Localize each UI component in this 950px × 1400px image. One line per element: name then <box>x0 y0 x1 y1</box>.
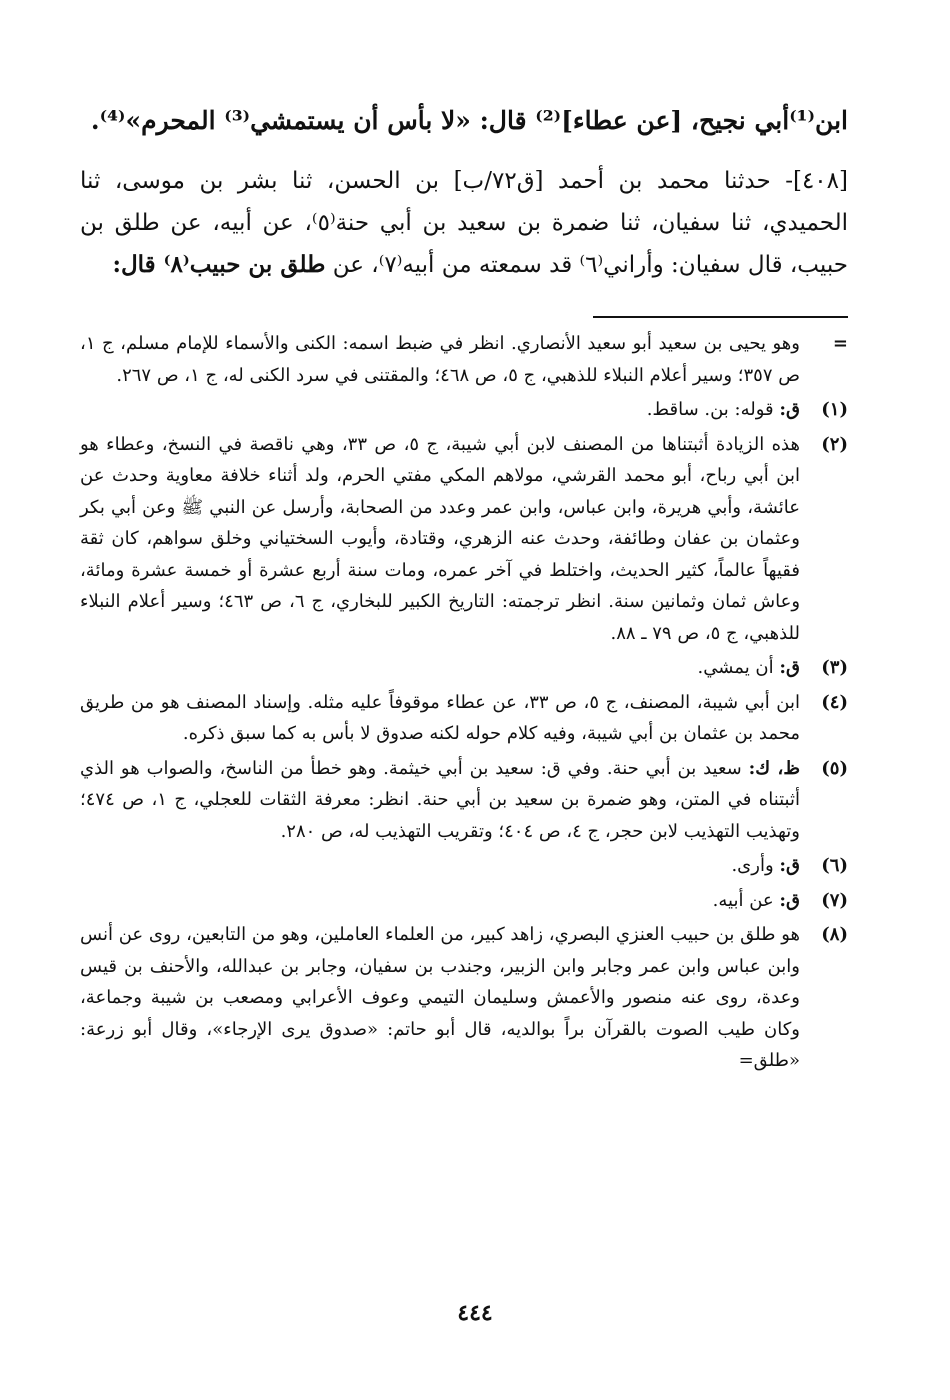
footnote-label: ق: <box>779 855 800 876</box>
footnote-number: (٨) <box>821 924 848 945</box>
footnote-item <box>80 850 848 882</box>
footnote-text <box>80 652 800 684</box>
footnote-text <box>80 919 800 1077</box>
footnote-number: (٧) <box>821 889 848 911</box>
footnote-text <box>80 753 800 848</box>
footnote-label: ظ، ك: <box>748 757 800 779</box>
footnote-body: وهو يحيى بن سعيد أبو سعيد الأنصاري. انظر في ضبط اسمه: الكنى والأسماء للإمام مسلم، ج ١، ص ٣٥٧؛ وسير أعلام النبلاء للذهبي، ج ٥، ص ٤٦٨؛ والمقتنى في سرد الكنى له، ج ١، ص ٢٦٧. <box>80 333 800 386</box>
hadith-text-bold: طلق بن حبيب⁽٨⁾ قال: <box>112 251 326 278</box>
footnote-label: ق: <box>779 889 800 911</box>
footnote-item <box>80 919 848 1077</box>
heading-line: ابن⁽¹⁾أبي نجيح، [عن عطاء]⁽²⁾ قال: «لا بأس أن يستمشي⁽³⁾ المحرم»⁽⁴⁾. <box>90 106 848 135</box>
footnote-text <box>80 687 800 750</box>
footnote-item <box>80 429 848 650</box>
footnote-body: وأرى. <box>731 855 780 876</box>
page-number: ٤٤٤ <box>457 1300 493 1326</box>
footnote-item <box>80 753 848 848</box>
footnote-body: هذه الزيادة أثبتناها من المصنف لابن أبي شيبة، ج ٥، ص ٣٣، وهي ناقصة في النسخ، وعطاء هو ابن أبي رباح، أبو محمد القرشي، مولاهم المكي مفتي الحرم، ولد أثناء خلافة معاوية وحدث عن عائشة، وأبي هريرة، وابن عباس، وابن عمر وعدد من الصحابة، وأرسل عن النبي ﷺ وعن أبي بكر وعثمان بن عفان وطائفة، وحدث عنه الزهري، وقتادة، وأيوب السختياني وخلق سواهم، كان ثقة فقيهاً عالماً، كثير الحديث، واختلط في آخر عمره، ومات سنة أربع عشرة أو خمسة عشرة ومائة، وعاش ثمان وثمانين سنة. انظر ترجمته: التاريخ الكبير للبخاري، ج ٦، ص ٤٦٣؛ وسير أعلام النبلاء للذهبي، ج ٥، ص ٧٩ ـ ٨٨. <box>80 433 801 644</box>
footnote-item <box>80 394 848 426</box>
footnote-text <box>80 429 800 650</box>
footnote-label: ق: <box>779 657 800 678</box>
footnote-text <box>80 394 800 426</box>
footnote-separator <box>593 316 848 318</box>
footnote-item <box>80 652 848 684</box>
footnote-number: (٦) <box>821 855 848 876</box>
footnote-body: هو طلق بن حبيب العنزي البصري، زاهد كبير، من العلماء العاملين، وهو من التابعين، روى عن أنس وابن عباس وابن عمر وجابر وابن الزبير، وجندب بن سفيان، وجابر بن عبدالله، والأحنف بن قيس وعدة، روى عنه منصور والأعمش وسليمان التيمي وعوف الأعرابي ومصعب بن شيبة وجماعة، وكان طيب الصوت بالقرآن براً بوالديه، قال أبو حاتم: «صدوق يرى الإرجاء»، وقال أبو زرعة: «طلق= <box>80 924 800 1071</box>
footnote-body: سعيد بن أبي حنة. وفي ق: سعيد بن أبي خيثمة. وهو خطأ من الناسخ، والصواب هو الذي أثبتناه في المتن، وهو ضمرة بن سعيد بن أبي حنة. انظر: معرفة الثقات للعجلي، ج ١، ص ٤٧٤؛ وتهذيب التهذيب لابن حجر، ج ٤، ص ٤٠٤؛ وتقريب التهذيب له، ص ٢٨٠. <box>80 757 801 842</box>
footnote-body: قوله: بن. ساقط. <box>646 399 780 420</box>
footnote-number: (٥) <box>821 757 848 779</box>
hadith-text: [٤٠٨]- حدثنا محمد بن أحمد [ق٧٢/ب] بن الحسن، ثنا بشر بن موسى، ثنا الحميدي، ثنا سفيان، ثنا ضمرة بن سعيد بن أبي حنة⁽٥⁾، عن أبيه، عن طلق بن حبيب، قال سفيان: وأراني⁽٦⁾ قد سمعته من أبيه⁽٧⁾، عن <box>80 168 849 278</box>
footnote-number: (١) <box>821 399 848 420</box>
hadith-paragraph <box>80 160 848 286</box>
footnote-body: عن أبيه. <box>712 889 780 911</box>
footnote-item <box>80 687 848 750</box>
footnote-text <box>80 328 800 391</box>
footnotes-list <box>80 328 848 1077</box>
footnote-body: ابن أبي شيبة، المصنف، ج ٥، ص ٣٣، عن عطاء موقوفاً عليه مثله. وإسناد المصنف هو من طريق محمد بن عثمان بن أبي شيبة، وفيه كلام حوله لكنه صدوق لا بأس به كما سبق ذكره. <box>80 691 801 744</box>
page-body <box>80 100 848 1360</box>
footnote-item <box>80 328 848 391</box>
footnote-number: = <box>832 333 848 354</box>
footnote-number: (٣) <box>821 657 848 678</box>
footnote-number: (٤) <box>821 691 848 713</box>
footnote-item <box>80 885 848 917</box>
footnote-text <box>80 885 800 917</box>
footnote-label: ق: <box>779 399 800 420</box>
footnote-text <box>80 850 800 882</box>
footnote-body: أن يمشي. <box>697 657 780 678</box>
footnote-number: (٢) <box>821 433 848 455</box>
